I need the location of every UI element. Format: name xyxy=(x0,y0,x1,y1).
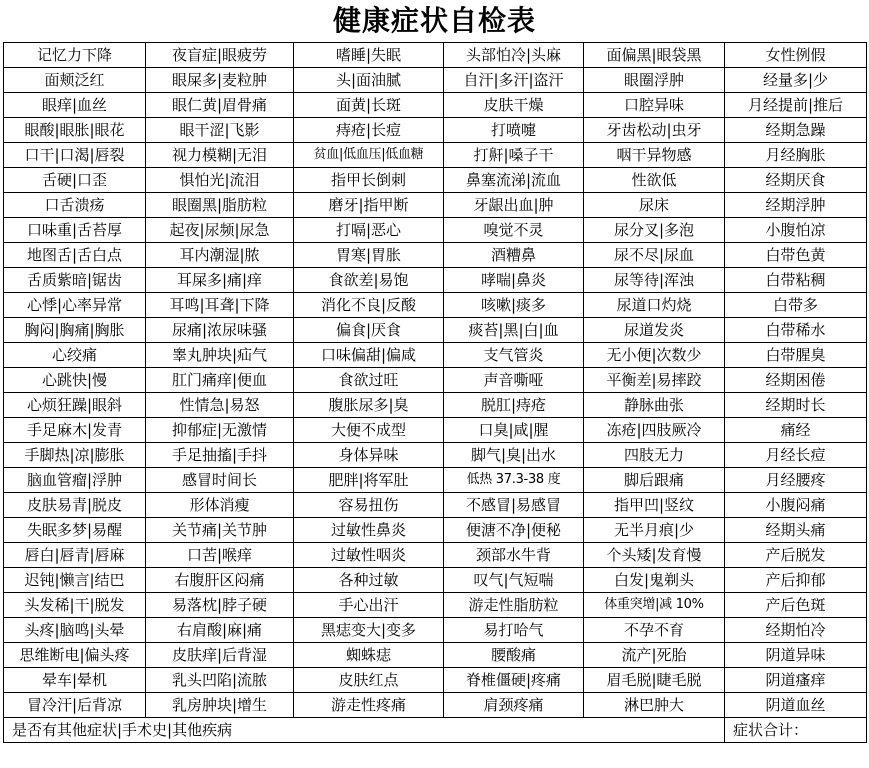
symptom-cell[interactable]: 耳屎多|痛|痒 xyxy=(146,268,294,293)
symptom-cell[interactable]: 心悸|心率异常 xyxy=(4,293,146,318)
symptom-cell[interactable]: 思维断电|偏头疼 xyxy=(4,643,146,668)
symptom-cell[interactable]: 便溏不净|便秘 xyxy=(444,518,584,543)
symptom-cell[interactable]: 四肢无力 xyxy=(584,443,725,468)
symptom-cell[interactable]: 面偏黑|眼袋黑 xyxy=(584,43,725,68)
symptom-cell[interactable]: 冻疮|四肢厥冷 xyxy=(584,418,725,443)
symptom-cell[interactable]: 抑郁症|无激情 xyxy=(146,418,294,443)
symptom-cell[interactable]: 黑痣变大|变多 xyxy=(294,618,444,643)
symptom-cell[interactable]: 白带腥臭 xyxy=(725,343,867,368)
symptom-cell[interactable]: 牙龈出血|肿 xyxy=(444,193,584,218)
symptom-cell[interactable]: 经期时长 xyxy=(725,393,867,418)
symptom-cell[interactable]: 产后脱发 xyxy=(725,543,867,568)
symptom-cell[interactable]: 流产|死胎 xyxy=(584,643,725,668)
table-row xyxy=(4,668,867,693)
symptom-cell[interactable]: 乳头凹陷|流脓 xyxy=(146,668,294,693)
page-title: 健康症状自检表 xyxy=(332,4,536,37)
symptom-cell[interactable]: 地图舌|舌白点 xyxy=(4,243,146,268)
symptom-cell[interactable]: 不感冒|易感冒 xyxy=(444,493,584,518)
table-row xyxy=(4,268,867,293)
symptom-cell[interactable]: 眼圈浮肿 xyxy=(584,68,725,93)
symptom-cell[interactable]: 眼仁黄|眉骨痛 xyxy=(146,93,294,118)
symptom-cell[interactable]: 经期浮肿 xyxy=(725,193,867,218)
symptom-cell[interactable]: 肩颈疼痛 xyxy=(444,693,584,718)
symptom-cell[interactable]: 打鼾|嗓子干 xyxy=(444,143,584,168)
symptom-cell[interactable]: 阴道瘙痒 xyxy=(725,668,867,693)
symptom-cell[interactable]: 眼圈黑|脂肪粒 xyxy=(146,193,294,218)
symptom-cell[interactable]: 平衡差|易摔跤 xyxy=(584,368,725,393)
symptom-cell[interactable]: 尿等待|浑浊 xyxy=(584,268,725,293)
symptom-cell[interactable]: 白带色黄 xyxy=(725,243,867,268)
symptom-cell[interactable]: 右肩酸|麻|痛 xyxy=(146,618,294,643)
symptom-cell[interactable]: 睾丸肿块|疝气 xyxy=(146,343,294,368)
symptom-cell[interactable]: 白带粘稠 xyxy=(725,268,867,293)
symptom-cell[interactable]: 胃寒|胃胀 xyxy=(294,243,444,268)
symptom-cell[interactable]: 食欲差|易饱 xyxy=(294,268,444,293)
symptom-cell[interactable]: 乳房肿块|增生 xyxy=(146,693,294,718)
symptom-cell[interactable]: 小腹怕凉 xyxy=(725,218,867,243)
symptom-cell[interactable]: 头发稀|干|脱发 xyxy=(4,593,146,618)
symptom-cell[interactable]: 贫血|低血压|低血糖 xyxy=(294,143,444,168)
table-row xyxy=(4,693,867,718)
symptom-cell[interactable]: 指甲长倒刺 xyxy=(294,168,444,193)
symptom-cell[interactable]: 嗅觉不灵 xyxy=(444,218,584,243)
table-row xyxy=(4,493,867,518)
symptom-cell[interactable]: 尿道发炎 xyxy=(584,318,725,343)
symptom-cell[interactable]: 手足麻木|发青 xyxy=(4,418,146,443)
symptom-cell[interactable]: 经期急躁 xyxy=(725,118,867,143)
symptom-cell[interactable]: 打嗝|恶心 xyxy=(294,218,444,243)
symptom-cell[interactable]: 唇白|唇青|唇麻 xyxy=(4,543,146,568)
symptom-cell[interactable]: 舌硬|口歪 xyxy=(4,168,146,193)
symptom-cell[interactable]: 痛经 xyxy=(725,418,867,443)
table-row xyxy=(4,543,867,568)
symptom-cell[interactable]: 月经长痘 xyxy=(725,443,867,468)
symptom-cell[interactable]: 支气管炎 xyxy=(444,343,584,368)
symptom-cell[interactable]: 个头矮|发育慢 xyxy=(584,543,725,568)
symptom-cell[interactable]: 手脚热|凉|膨胀 xyxy=(4,443,146,468)
symptom-cell[interactable]: 月经胸胀 xyxy=(725,143,867,168)
symptom-cell[interactable]: 体重突增|减 10% xyxy=(584,593,725,618)
table-row xyxy=(4,443,867,468)
symptom-cell[interactable]: 眼酸|眼胀|眼花 xyxy=(4,118,146,143)
symptom-cell[interactable]: 腹胀尿多|臭 xyxy=(294,393,444,418)
symptom-cell[interactable]: 头|面油腻 xyxy=(294,68,444,93)
symptom-cell[interactable]: 手足抽搐|手抖 xyxy=(146,443,294,468)
symptom-cell[interactable]: 小腹闷痛 xyxy=(725,493,867,518)
symptom-cell[interactable]: 耳内潮湿|脓 xyxy=(146,243,294,268)
symptom-cell[interactable]: 打喷嚏 xyxy=(444,118,584,143)
symptom-cell[interactable]: 痔疮|长痘 xyxy=(294,118,444,143)
symptom-cell[interactable]: 低热 37.3-38 度 xyxy=(444,468,584,493)
symptom-cell[interactable]: 口舌溃疡 xyxy=(4,193,146,218)
table-row xyxy=(4,418,867,443)
symptom-cell[interactable]: 脑血管瘤|浮肿 xyxy=(4,468,146,493)
symptom-table xyxy=(3,42,867,743)
symptom-cell[interactable]: 经期怕冷 xyxy=(725,618,867,643)
symptom-cell[interactable]: 经期厌食 xyxy=(725,168,867,193)
symptom-cell[interactable]: 淋巴肿大 xyxy=(584,693,725,718)
table-row xyxy=(4,368,867,393)
footer-row xyxy=(4,718,867,743)
symptom-cell[interactable]: 迟钝|懒言|结巴 xyxy=(4,568,146,593)
symptom-cell[interactable]: 晕车|晕机 xyxy=(4,668,146,693)
symptom-cell[interactable]: 过敏性鼻炎 xyxy=(294,518,444,543)
symptom-cell[interactable]: 月经提前|推后 xyxy=(725,93,867,118)
symptom-cell[interactable]: 牙齿松动|虫牙 xyxy=(584,118,725,143)
symptom-cell[interactable]: 食欲过旺 xyxy=(294,368,444,393)
symptom-cell[interactable]: 肛门痛痒|便血 xyxy=(146,368,294,393)
table-row xyxy=(4,143,867,168)
table-row xyxy=(4,243,867,268)
symptom-cell[interactable]: 易打哈气 xyxy=(444,618,584,643)
symptom-cell[interactable]: 指甲凹|竖纹 xyxy=(584,493,725,518)
symptom-cell[interactable]: 大便不成型 xyxy=(294,418,444,443)
symptom-cell[interactable]: 心绞痛 xyxy=(4,343,146,368)
symptom-cell[interactable]: 眼屎多|麦粒肿 xyxy=(146,68,294,93)
symptom-cell[interactable]: 记忆力下降 xyxy=(4,43,146,68)
table-row xyxy=(4,68,867,93)
symptom-table-footer xyxy=(4,718,867,743)
symptom-cell[interactable]: 脚后跟痛 xyxy=(584,468,725,493)
symptom-cell[interactable]: 眼干涩|飞影 xyxy=(146,118,294,143)
symptom-cell[interactable]: 手心出汗 xyxy=(294,593,444,618)
table-row xyxy=(4,643,867,668)
symptom-cell[interactable]: 经期头痛 xyxy=(725,518,867,543)
symptom-cell[interactable]: 皮肤干燥 xyxy=(444,93,584,118)
symptom-cell[interactable]: 口味重|舌苔厚 xyxy=(4,218,146,243)
symptom-cell[interactable]: 颈部水牛背 xyxy=(444,543,584,568)
symptom-cell[interactable]: 产后色斑 xyxy=(725,593,867,618)
symptom-cell[interactable]: 嗜睡|失眠 xyxy=(294,43,444,68)
symptom-cell[interactable]: 消化不良|反酸 xyxy=(294,293,444,318)
symptom-cell[interactable]: 皮肤红点 xyxy=(294,668,444,693)
symptom-cell[interactable]: 腰酸痛 xyxy=(444,643,584,668)
symptom-cell[interactable]: 口苦|喉痒 xyxy=(146,543,294,568)
symptom-cell[interactable]: 游走性脂肪粒 xyxy=(444,593,584,618)
symptom-cell[interactable]: 经量多|少 xyxy=(725,68,867,93)
symptom-cell[interactable]: 咽干异物感 xyxy=(584,143,725,168)
table-row xyxy=(4,593,867,618)
table-row xyxy=(4,193,867,218)
table-row xyxy=(4,618,867,643)
symptom-cell[interactable]: 尿痛|浓尿味骚 xyxy=(146,318,294,343)
symptom-cell[interactable]: 脊椎僵硬|疼痛 xyxy=(444,668,584,693)
symptom-cell[interactable]: 身体异味 xyxy=(294,443,444,468)
symptom-cell[interactable]: 形体消瘦 xyxy=(146,493,294,518)
symptom-cell[interactable]: 酒糟鼻 xyxy=(444,243,584,268)
table-row xyxy=(4,568,867,593)
table-row xyxy=(4,218,867,243)
symptom-cell[interactable]: 眉毛脱|睫毛脱 xyxy=(584,668,725,693)
symptom-cell[interactable]: 性欲低 xyxy=(584,168,725,193)
symptom-cell[interactable]: 面黄|长斑 xyxy=(294,93,444,118)
symptom-cell[interactable]: 肥胖|将军肚 xyxy=(294,468,444,493)
symptom-cell[interactable]: 面颊泛红 xyxy=(4,68,146,93)
symptom-cell[interactable]: 各种过敏 xyxy=(294,568,444,593)
symptom-cell[interactable]: 胸闷|胸痛|胸胀 xyxy=(4,318,146,343)
table-row xyxy=(4,43,867,68)
table-row xyxy=(4,93,867,118)
symptom-cell[interactable]: 白带多 xyxy=(725,293,867,318)
symptom-cell[interactable]: 头部怕冷|头麻 xyxy=(444,43,584,68)
symptom-cell[interactable]: 尿分叉|多泡 xyxy=(584,218,725,243)
symptom-cell[interactable]: 脱肛|痔疮 xyxy=(444,393,584,418)
symptom-cell[interactable]: 性情急|易怒 xyxy=(146,393,294,418)
symptom-cell[interactable]: 游走性疼痛 xyxy=(294,693,444,718)
symptom-cell[interactable]: 容易扭伤 xyxy=(294,493,444,518)
symptom-cell[interactable]: 起夜|尿频|尿急 xyxy=(146,218,294,243)
symptom-cell[interactable]: 声音嘶哑 xyxy=(444,368,584,393)
symptom-cell[interactable]: 咳嗽|痰多 xyxy=(444,293,584,318)
symptom-cell[interactable]: 口干|口渴|唇裂 xyxy=(4,143,146,168)
symptom-cell[interactable]: 过敏性咽炎 xyxy=(294,543,444,568)
table-row xyxy=(4,468,867,493)
symptom-cell[interactable]: 皮肤痒|后背湿 xyxy=(146,643,294,668)
symptom-cell[interactable]: 白带稀水 xyxy=(725,318,867,343)
symptom-cell[interactable]: 蜘蛛痣 xyxy=(294,643,444,668)
symptom-cell[interactable]: 口臭|咸|腥 xyxy=(444,418,584,443)
table-row xyxy=(4,343,867,368)
table-row xyxy=(4,118,867,143)
symptom-cell[interactable]: 静脉曲张 xyxy=(584,393,725,418)
symptom-cell[interactable]: 关节痛|关节肿 xyxy=(146,518,294,543)
symptom-cell[interactable]: 阴道血丝 xyxy=(725,693,867,718)
symptom-cell[interactable]: 右腹肝区闷痛 xyxy=(146,568,294,593)
symptom-cell[interactable]: 尿道口灼烧 xyxy=(584,293,725,318)
symptom-cell[interactable]: 哮喘|鼻炎 xyxy=(444,268,584,293)
symptom-cell[interactable]: 阴道异味 xyxy=(725,643,867,668)
symptom-cell[interactable]: 心烦狂躁|眼斜 xyxy=(4,393,146,418)
symptom-cell[interactable]: 无小便|次数少 xyxy=(584,343,725,368)
symptom-cell[interactable]: 尿床 xyxy=(584,193,725,218)
symptom-cell[interactable]: 尿不尽|尿血 xyxy=(584,243,725,268)
symptom-cell[interactable]: 女性例假 xyxy=(725,43,867,68)
symptom-cell[interactable]: 不孕不育 xyxy=(584,618,725,643)
symptom-cell[interactable]: 视力模糊|无泪 xyxy=(146,143,294,168)
symptom-cell[interactable]: 白发|鬼剃头 xyxy=(584,568,725,593)
symptom-cell[interactable]: 月经腰疼 xyxy=(725,468,867,493)
table-row xyxy=(4,293,867,318)
symptom-cell[interactable]: 易落枕|脖子硬 xyxy=(146,593,294,618)
table-row xyxy=(4,393,867,418)
table-row xyxy=(4,518,867,543)
symptom-cell[interactable]: 产后抑郁 xyxy=(725,568,867,593)
table-row xyxy=(4,168,867,193)
symptom-cell[interactable]: 耳鸣|耳聋|下降 xyxy=(146,293,294,318)
symptom-cell[interactable]: 偏食|厌食 xyxy=(294,318,444,343)
symptom-cell[interactable]: 经期困倦 xyxy=(725,368,867,393)
symptom-cell[interactable]: 口味偏甜|偏咸 xyxy=(294,343,444,368)
symptom-cell[interactable]: 夜盲症|眼疲劳 xyxy=(146,43,294,68)
symptom-cell[interactable]: 鼻塞流涕|流血 xyxy=(444,168,584,193)
symptom-cell[interactable]: 失眠多梦|易醒 xyxy=(4,518,146,543)
table-row xyxy=(4,318,867,343)
symptom-cell[interactable]: 口腔异味 xyxy=(584,93,725,118)
symptom-cell[interactable]: 自汗|多汗|盗汗 xyxy=(444,68,584,93)
symptom-cell[interactable]: 头疼|脑鸣|头晕 xyxy=(4,618,146,643)
symptom-cell[interactable]: 眼痒|血丝 xyxy=(4,93,146,118)
symptom-total-cell[interactable]: 症状合计： xyxy=(725,718,867,743)
symptom-cell[interactable]: 磨牙|指甲断 xyxy=(294,193,444,218)
symptom-cell[interactable]: 冒冷汗|后背凉 xyxy=(4,693,146,718)
symptom-cell[interactable]: 皮肤易青|脱皮 xyxy=(4,493,146,518)
symptom-cell[interactable]: 舌质紫暗|锯齿 xyxy=(4,268,146,293)
symptom-table-body xyxy=(4,43,867,718)
symptom-cell[interactable]: 感冒时间长 xyxy=(146,468,294,493)
other-history-cell[interactable]: 是否有其他症状|手术史|其他疾病 xyxy=(4,718,725,743)
symptom-cell[interactable]: 无半月痕|少 xyxy=(584,518,725,543)
symptom-cell[interactable]: 叹气|气短喘 xyxy=(444,568,584,593)
symptom-cell[interactable]: 脚气|臭|出水 xyxy=(444,443,584,468)
symptom-cell[interactable]: 惧怕光|流泪 xyxy=(146,168,294,193)
symptom-cell[interactable]: 痰苔|黑|白|血 xyxy=(444,318,584,343)
symptom-cell[interactable]: 心跳快|慢 xyxy=(4,368,146,393)
